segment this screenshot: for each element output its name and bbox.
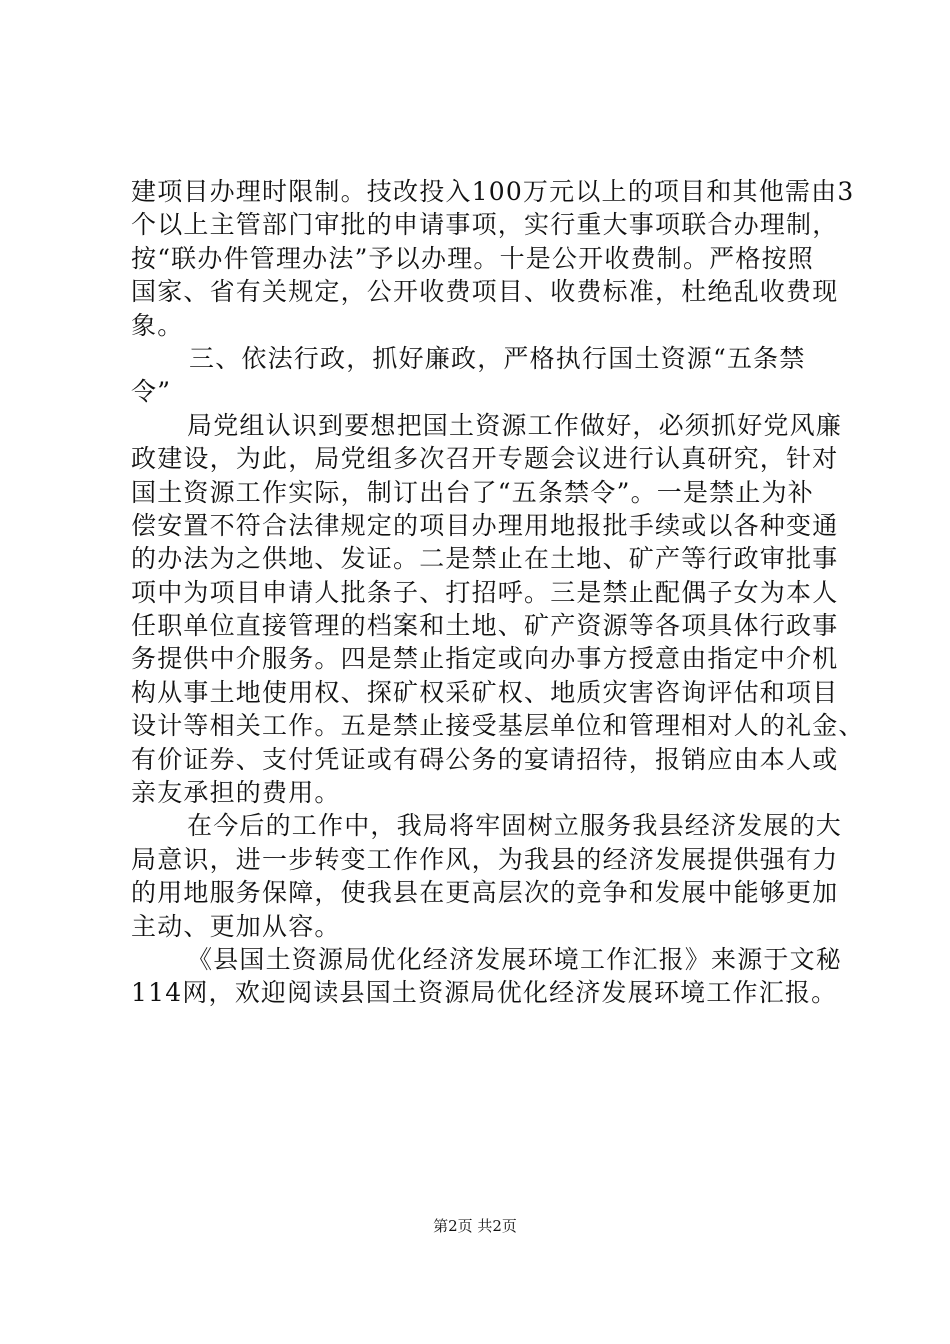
document-body <box>131 175 865 1010</box>
body-line: 政建设，为此，局党组多次召开专题会议进行认真研究，针对 <box>131 444 839 474</box>
body-line: 的办法为之供地、发证。二是禁止在土地、矿产等行政审批事 <box>131 544 839 574</box>
body-line: 国土资源工作实际，制订出台了“五条禁令”。一是禁止为补 <box>131 477 814 507</box>
body-line: 构从事土地使用权、探矿权采矿权、地质灾害咨询评估和项目 <box>131 677 839 707</box>
body-line: 局意识，进一步转变工作作风，为我县的经济发展提供强有力 <box>131 844 839 874</box>
paragraph-start: 在今后的工作中，我局将牢固树立服务我县经济发展的大 <box>187 811 843 841</box>
body-line: 亲友承担的费用。 <box>131 778 341 808</box>
body-line: 个以上主管部门审批的申请事项，实行重大事项联合办理制， <box>131 210 839 240</box>
section-heading: 三、依法行政，抓好廉政，严格执行国土资源“五条禁 <box>189 343 806 373</box>
page-footer: 第2页 共2页 <box>433 1217 517 1235</box>
body-line: 国家、省有关规定，公开收费项目、收费标准，杜绝乱收费现 <box>131 277 839 307</box>
body-line: 建项目办理时限制。技改投入100万元以上的项目和其他需由3 <box>131 177 855 206</box>
body-line: 114网，欢迎阅读县国土资源局优化经济发展环境工作汇报。 <box>131 978 838 1008</box>
section-heading-continued: 令” <box>131 377 172 407</box>
body-line: 任职单位直接管理的档案和土地、矿产资源等各项具体行政事 <box>131 611 839 641</box>
body-line: 设计等相关工作。五是禁止接受基层单位和管理相对人的礼金、 <box>131 711 865 741</box>
body-line: 按“联办件管理办法”予以办理。十是公开收费制。严格按照 <box>131 243 814 273</box>
paragraph-start: 《县国土资源局优化经济发展环境工作汇报》来源于文秘 <box>187 944 843 974</box>
body-line: 项中为项目申请人批条子、打招呼。三是禁止配偶子女为本人 <box>131 577 839 607</box>
body-line: 有价证券、支付凭证或有碍公务的宴请招待，报销应由本人或 <box>131 744 839 774</box>
body-line: 偿安置不符合法律规定的项目办理用地报批手续或以各种变通 <box>131 510 839 540</box>
body-line: 务提供中介服务。四是禁止指定或向办事方授意由指定中介机 <box>131 644 839 674</box>
body-line: 主动、更加从容。 <box>131 911 341 941</box>
paragraph-start: 局党组认识到要想把国土资源工作做好，必须抓好党风廉 <box>187 410 843 440</box>
body-line: 的用地服务保障，使我县在更高层次的竞争和发展中能够更加 <box>131 878 839 908</box>
body-line: 象。 <box>131 310 184 340</box>
